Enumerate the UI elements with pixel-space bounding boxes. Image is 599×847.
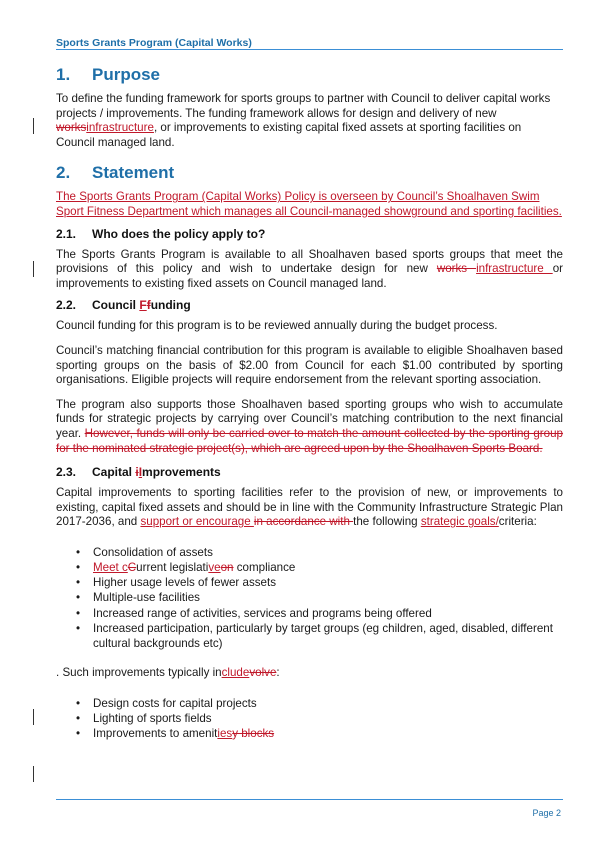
deleted-text: works (436, 262, 477, 276)
improvements-list (56, 696, 563, 742)
improvements-intro (56, 666, 563, 681)
text-run: : (276, 666, 280, 680)
inserted-text: The Sports Grants Program (Capital Works) Policy is overseen by Council’s Shoalhaven Swim Sport Fitness Department which manages all Council-managed showground and sporting facilities. (56, 190, 562, 218)
section-number: 1. (56, 65, 71, 84)
inserted-text: support or encourage (140, 515, 254, 529)
text-run: To define the funding framework for sports groups to partner with Council to deliver capital works projects / improvements. The funding framework allows for design and delivery of new (56, 92, 551, 120)
page-number: Page 2 (532, 808, 561, 818)
inserted-text: infrastructure (86, 121, 154, 135)
bullet-icon: • (76, 561, 81, 575)
deleted-text: in accordance with (253, 515, 354, 529)
deleted-text: C (127, 561, 137, 575)
subsection-number: 2.3. (56, 465, 77, 480)
funding-paragraph-3 (56, 398, 563, 456)
text-run: . (56, 666, 63, 680)
footer-rule (56, 799, 563, 800)
list-item-text: Higher usage levels of fewer assets (93, 576, 277, 590)
bullet-icon: • (76, 606, 81, 620)
subsection-heading-2-3 (56, 465, 563, 480)
inserted-text: ve (208, 561, 221, 575)
deleted-text: volve (249, 666, 277, 680)
deleted-text: i (135, 465, 139, 480)
change-bar (33, 118, 34, 134)
section-title: Statement (92, 163, 175, 183)
text-run: Council (92, 298, 140, 313)
criteria-list (56, 545, 563, 651)
section-heading-purpose (56, 64, 563, 86)
deleted-text: However, funds will only be carried over to match the amount collected by the sporting group for the nominated strategic project(s), which are agreed upon by the Shoalhaven Sports Board. (56, 426, 564, 455)
funding-paragraph-2: Council’s matching financial contribution for this program is available to eligible Shoalhaven based sporting groups on the basis of $2.00 from Council for each $1.00 contributed by sporting organisations. Eligible projects will require endorsement from the relevant sporting association. (56, 343, 563, 387)
running-header: Sports Grants Program (Capital Works) (56, 37, 252, 49)
funding-paragraph-1: Council funding for this program is to be reviewed annually during the budget process. (56, 319, 498, 333)
bullet-icon: • (76, 545, 81, 559)
text-run: Capital (92, 465, 136, 480)
text-run: The Sports Grants Program is available to all Shoalhaven based sports groups that meet the provisions of this policy and wish to undertake design for new (56, 247, 563, 276)
capital-improvements-paragraph (56, 486, 563, 530)
bullet-icon: • (76, 621, 81, 635)
change-bar (33, 766, 34, 782)
text-run: Improvements to amenit (93, 727, 218, 741)
text-run: Such improvements typically in (62, 666, 222, 680)
list-item (76, 726, 563, 741)
list-item (76, 545, 563, 560)
inserted-text: F (139, 298, 147, 313)
inserted-text: infrastructure (476, 262, 553, 276)
deleted-text: on (220, 561, 234, 575)
text-run: mprovements (142, 465, 221, 480)
section-heading-statement (56, 162, 563, 184)
list-item (76, 560, 563, 575)
list-item (76, 575, 563, 590)
inserted-text: strategic goals/ (420, 515, 499, 529)
change-bar (33, 709, 34, 725)
policy-applies-paragraph (56, 248, 563, 292)
list-item-text: Consolidation of assets (93, 545, 213, 559)
list-item-text: Multiple-use facilities (93, 591, 200, 605)
list-item (76, 606, 563, 621)
document-body (56, 64, 563, 742)
list-item-text: Lighting of sports fields (93, 712, 212, 726)
inserted-text: ies (217, 727, 233, 741)
section-title: Purpose (92, 65, 161, 84)
text-run: The program also supports those Shoalhaven based sporting groups who wish to accumulate funds for strategic projects by carrying over Council’s matching contribution to the next financial year. (56, 397, 563, 440)
list-item (76, 590, 563, 605)
list-item (76, 696, 563, 711)
deleted-text: y blocks (232, 727, 275, 741)
text-run: , or improvements to existing capital fixed assets at sporting facilities on Council managed land. (56, 121, 522, 149)
list-item (76, 621, 563, 651)
bullet-icon: • (76, 576, 81, 590)
subsection-heading-2-2 (56, 298, 563, 313)
inserted-text: Meet c (93, 561, 128, 575)
header-rule (56, 49, 563, 50)
bullet-icon: • (76, 712, 81, 726)
statement-paragraph (56, 190, 563, 219)
text-run: unding (150, 298, 191, 313)
list-item-text: Design costs for capital projects (93, 696, 257, 710)
deleted-text: works (56, 121, 87, 135)
bullet-icon: • (76, 696, 81, 710)
list-item-text: Increased participation, particularly by target groups (eg children, aged, disabled, different cultural backgrounds etc) (93, 621, 553, 651)
text-run: Capital improvements to sporting facilities refer to the provision of new, or improvements to existing, capital fixed assets and should be in line with the Community Infrastructure Strategic Plan 2017-2036, and (56, 486, 563, 529)
list-item-text: Increased range of activities, services and programs being offered (93, 606, 432, 620)
subsection-heading-2-1 (56, 227, 563, 242)
text-run: criteria: (498, 515, 537, 529)
subsection-number: 2.2. (56, 298, 77, 313)
text-run: the following (353, 515, 421, 529)
change-bar (33, 261, 34, 277)
subsection-number: 2.1. (56, 226, 77, 241)
list-item (76, 711, 563, 726)
purpose-paragraph (56, 92, 563, 150)
inserted-text: clude (221, 666, 250, 680)
bullet-icon: • (76, 727, 81, 741)
section-number: 2. (56, 163, 71, 183)
deleted-text: f (146, 298, 151, 313)
text-run: urrent legislati (136, 561, 209, 575)
text-run: or improvements to existing fixed assets on Council managed land. (56, 262, 563, 290)
text-run: compliance (233, 561, 296, 575)
inserted-text: I (138, 465, 143, 480)
subsection-title: Who does the policy apply to? (92, 226, 266, 241)
bullet-icon: • (76, 591, 81, 605)
